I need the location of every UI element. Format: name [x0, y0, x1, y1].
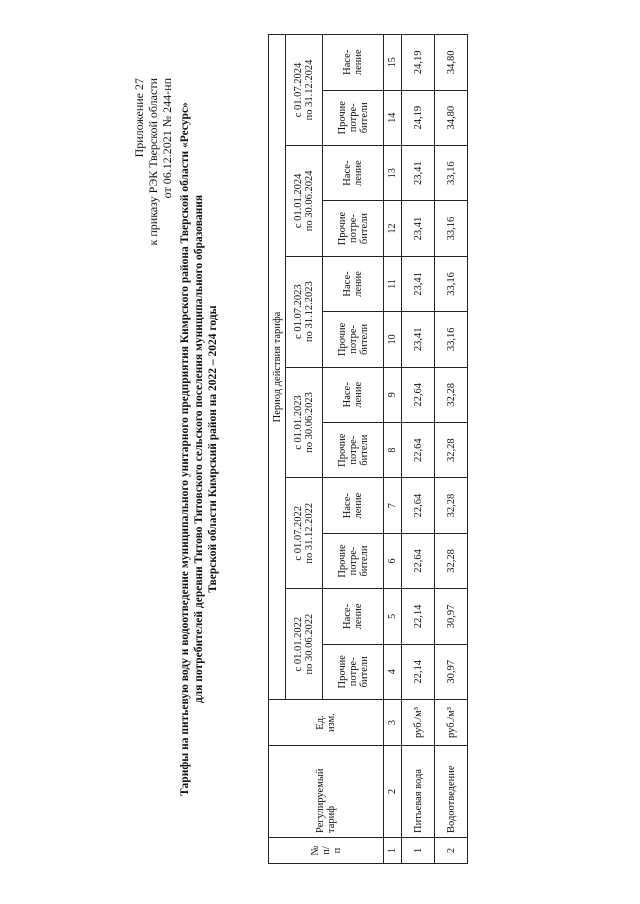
period-header: с 01.01.2022 по 30.06.2022	[286, 589, 323, 700]
tariff-value: 33,16	[435, 256, 468, 311]
column-number: 7	[384, 478, 402, 533]
row-unit: руб./м³	[435, 700, 468, 746]
appendix-line: к приказу РЭК Тверской области	[146, 78, 160, 246]
column-number: 5	[384, 589, 402, 644]
subheader-other: Прочие потре- бители	[323, 90, 384, 145]
column-number: 12	[384, 201, 402, 256]
period-header: с 01.07.2024 по 31.12.2024	[286, 35, 323, 146]
tariff-value: 33,16	[435, 312, 468, 367]
tariff-value: 24,19	[402, 90, 435, 145]
tariff-value: 30,97	[435, 644, 468, 699]
tariff-value: 32,28	[435, 422, 468, 477]
title-line: Тверской области Кимрский район на 2022 – 2024 годы	[207, 305, 219, 593]
column-number: 10	[384, 312, 402, 367]
subheader-population: Насе- ление	[323, 35, 384, 91]
appendix-line: Приложение 27	[132, 78, 146, 158]
tariff-value: 22,14	[402, 644, 435, 699]
tariff-value: 22,64	[402, 422, 435, 477]
column-number: 4	[384, 644, 402, 699]
column-number: 3	[384, 700, 402, 746]
document-title	[178, 49, 220, 849]
tariff-value: 33,16	[435, 201, 468, 256]
column-number: 14	[384, 90, 402, 145]
tariff-value: 22,64	[402, 478, 435, 533]
row-number: 2	[435, 838, 468, 864]
tariff-value: 23,41	[402, 256, 435, 311]
subheader-population: Насе- ление	[323, 478, 384, 533]
subheader-other: Прочие потре- бители	[323, 312, 384, 367]
table-row	[435, 35, 468, 864]
tariff-value: 23,41	[402, 312, 435, 367]
period-header: с 01.07.2022 по 31.12.2022	[286, 478, 323, 589]
tariff-value: 22,64	[402, 533, 435, 588]
subheader-population: Насе- ление	[323, 256, 384, 311]
tariff-value: 32,28	[435, 533, 468, 588]
tariff-value: 34,80	[435, 90, 468, 145]
header-unit: Ед. изм.	[269, 700, 384, 746]
column-number: 13	[384, 145, 402, 200]
tariff-value: 23,41	[402, 201, 435, 256]
subheader-population: Насе- ление	[323, 589, 384, 644]
tariff-value: 34,80	[435, 35, 468, 91]
tariff-value: 32,28	[435, 367, 468, 422]
tariff-value: 22,64	[402, 367, 435, 422]
column-number: 8	[384, 422, 402, 477]
tariff-value: 33,16	[435, 145, 468, 200]
tariff-value: 23,41	[402, 145, 435, 200]
tariff-value: 32,28	[435, 478, 468, 533]
header-tariff: Регулируемый тариф	[269, 746, 384, 838]
subheader-other: Прочие потре- бители	[323, 644, 384, 699]
period-header: с 01.01.2024 по 30.06.2024	[286, 145, 323, 256]
subheader-other: Прочие потре- бители	[323, 533, 384, 588]
period-header: с 01.07.2023 по 31.12.2023	[286, 256, 323, 367]
period-header: с 01.01.2023 по 30.06.2023	[286, 367, 323, 478]
title-line: Тарифы на питьевую воду и водоотведение муниципального унитарного предприятия Кимрского района Тверской области «Ресурс»	[179, 102, 191, 796]
row-unit: руб./м³	[402, 700, 435, 746]
subheader-population: Насе- ление	[323, 367, 384, 422]
row-tariff-name: Питьевая вода	[402, 746, 435, 838]
column-number: 1	[384, 838, 402, 864]
tariff-value: 22,14	[402, 589, 435, 644]
column-number: 6	[384, 533, 402, 588]
column-number: 2	[384, 746, 402, 838]
tariff-table	[268, 34, 468, 864]
appendix-line: от 06.12.2021 № 244-нп	[160, 78, 174, 199]
title-line: для потребителей деревни Титово Титовского сельского поселения муниципального образования	[193, 194, 205, 704]
row-tariff-name: Водоотведение	[435, 746, 468, 838]
header-period: Период действия тарифа	[269, 35, 286, 700]
appendix-header	[132, 78, 174, 245]
header-number: № п/ п	[269, 838, 384, 864]
column-number: 9	[384, 367, 402, 422]
subheader-population: Насе- ление	[323, 145, 384, 200]
table-row	[402, 35, 435, 864]
column-number: 11	[384, 256, 402, 311]
tariff-value: 30,97	[435, 589, 468, 644]
subheader-other: Прочие потре- бители	[323, 201, 384, 256]
tariff-value: 24,19	[402, 35, 435, 91]
column-number: 15	[384, 35, 402, 91]
subheader-other: Прочие потре- бители	[323, 422, 384, 477]
row-number: 1	[402, 838, 435, 864]
column-number-row	[384, 35, 402, 864]
